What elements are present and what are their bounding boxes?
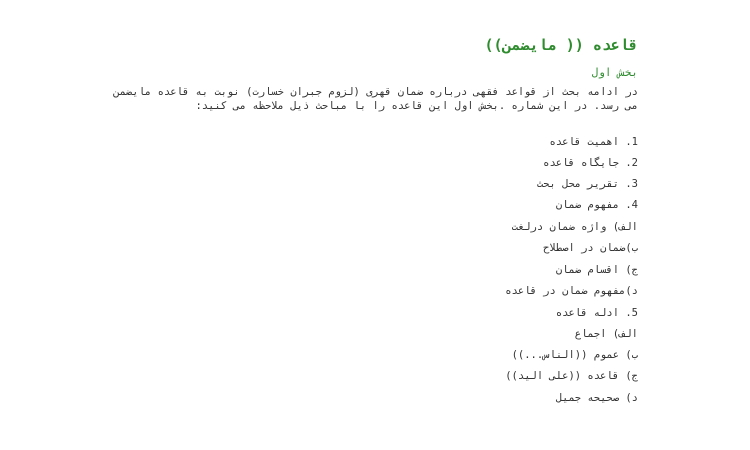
list-item: 4. مفهوم ضمان	[555, 199, 638, 211]
list-item: ج) قاعده ((علی الید))	[505, 370, 638, 382]
list-item: الف) واژه ضمان درلغت	[511, 221, 638, 233]
section-heading: بخش اول	[591, 66, 638, 79]
document-title: قاعده (( مایضمن))	[484, 36, 638, 54]
list-item: د) صحیحه جمیل	[555, 392, 638, 404]
list-item: د)مفهوم ضمان در قاعده	[505, 285, 638, 297]
list-item: 1. اهمیت قاعده	[549, 136, 638, 148]
list-item: ج) اقسام ضمان	[555, 264, 638, 276]
intro-paragraph: در ادامه بحث از قواعد فقهی درباره ضمان قهری (لزوم جبران خسارت) نوبت به قاعده مایضمن می رسد. در این شماره .بخش اول این قاعده را با مباحث ذیل ملاحظه می کنید:	[113, 86, 638, 112]
list-item: ب) عموم ((الناس...))	[511, 349, 638, 361]
list-item: 5. ادله قاعده	[555, 307, 638, 319]
list-item: ب)ضمان در اصطلاح	[543, 242, 638, 254]
list-item: 2. جایگاه قاعده	[543, 157, 638, 169]
list-item: الف) اجماع	[574, 328, 638, 340]
list-item: 3. تقریر محل بحث	[536, 178, 638, 190]
